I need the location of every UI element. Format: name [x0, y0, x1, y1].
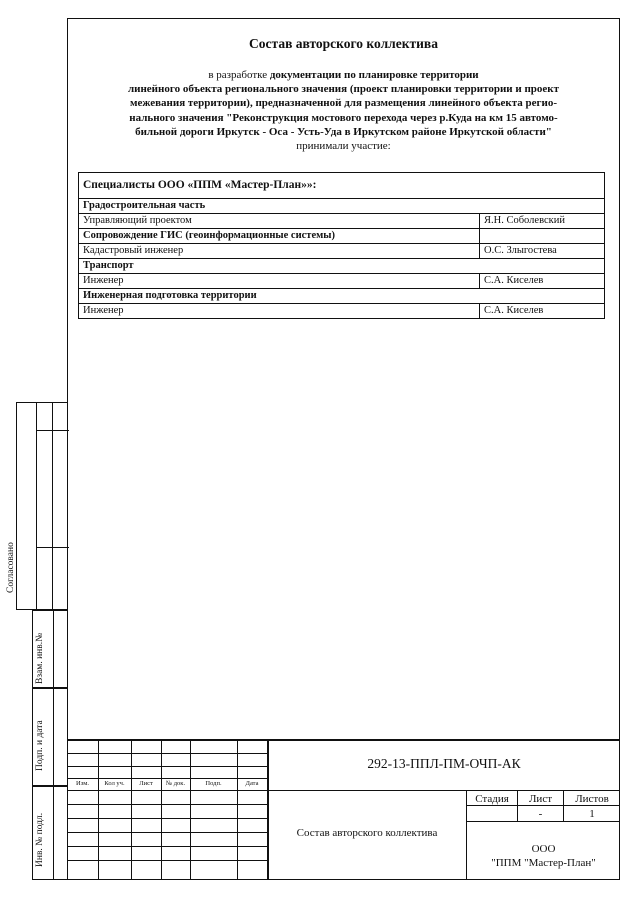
margin-divider — [53, 689, 54, 785]
team-person-row — [79, 304, 605, 319]
margin-divider — [53, 787, 54, 879]
tb-grid-line — [98, 739, 99, 880]
team-role: Кадастровый инженер — [79, 244, 480, 259]
team-role: Инженер — [79, 304, 480, 319]
tb-grid-line — [466, 805, 620, 806]
intro-line-1: документации по планировке территории — [269, 69, 479, 81]
team-name: С.А. Киселев — [480, 274, 605, 289]
margin-label-podp: Подп. и дата — [35, 720, 45, 771]
tb-col-doc: № док. — [165, 780, 186, 787]
margin-stamp-soglasovano — [16, 402, 68, 610]
document-code: 292-13-ППЛ-ПМ-ОЧП-АК — [367, 756, 521, 771]
intro-line-5: бильной дороги Иркутск - Оса - Усть-Уда в Иркутском районе Иркутской области" — [135, 125, 552, 138]
tb-col-data: Дата — [245, 780, 259, 787]
tb-sheets-label: Листов — [575, 793, 609, 805]
tb-grid-line — [466, 821, 620, 822]
team-section-label: Сопровождение ГИС (геоинформационные системы) — [79, 229, 480, 244]
team-section-label: Инженерная подготовка территории — [79, 289, 605, 304]
tb-divider — [67, 790, 620, 791]
margin-label-inv: Инв. № подл. — [35, 812, 45, 867]
tb-sheet-value: - — [538, 808, 543, 820]
tb-border — [67, 739, 620, 741]
margin-label-vzam: Взам. инв.№ — [35, 632, 45, 684]
team-name: О.С. Злыгостева — [480, 244, 605, 259]
tb-grid-line — [237, 739, 238, 880]
tb-sheet-label: Лист — [528, 793, 553, 805]
intro-line-4: нального значения "Реконструкция мостового перехода через р.Куда на км 15 автомо- — [129, 111, 558, 124]
team-table — [78, 172, 605, 319]
intro-line-2: линейного объекта регионального значения (проект планировки территории и проект — [127, 83, 560, 96]
team-section-row — [79, 259, 605, 274]
intro-suffix: принимали участие: — [296, 140, 391, 153]
intro-prefix: в разработке — [208, 69, 270, 81]
margin-divider — [36, 403, 37, 609]
margin-divider — [53, 611, 54, 687]
tb-col-kol: Кол уч. — [104, 780, 125, 787]
team-role: Инженер — [79, 274, 480, 289]
team-person-row — [79, 214, 605, 229]
tb-grid-line — [131, 739, 132, 880]
document-intro — [80, 68, 607, 153]
margin-divider — [52, 403, 53, 609]
org-line-1: ООО — [531, 843, 556, 855]
team-section-row — [79, 289, 605, 304]
tb-sheets-value: 1 — [589, 808, 595, 820]
team-section-row — [79, 229, 605, 244]
margin-label-soglasovano: Согласовано — [6, 542, 16, 593]
margin-divider — [36, 430, 69, 431]
title-block — [67, 739, 620, 880]
tb-stage-label: Стадия — [475, 793, 509, 805]
tb-grid-line — [161, 739, 162, 880]
tb-col-izm: Изм. — [76, 780, 89, 787]
team-person-row — [79, 244, 605, 259]
margin-divider — [36, 547, 69, 548]
document-title: Состав авторского коллектива — [249, 36, 438, 51]
team-table-header-row — [79, 173, 605, 199]
tb-col-list: Лист — [139, 780, 153, 787]
team-empty-cell — [480, 229, 605, 244]
team-person-row — [79, 274, 605, 289]
team-section-label: Градостроительная часть — [79, 199, 605, 214]
tb-col-podp: Подп. — [205, 780, 222, 787]
team-section-row — [79, 199, 605, 214]
intro-line-3: межевания территории), предназначенной для размещения линейного объекта регио- — [129, 97, 557, 110]
team-name: С.А. Киселев — [480, 304, 605, 319]
org-line-2: "ППМ "Мастер-План" — [491, 857, 596, 869]
tb-grid-line — [190, 739, 191, 880]
team-section-label: Транспорт — [79, 259, 605, 274]
team-role: Управляющий проектом — [79, 214, 480, 229]
sheet-title: Состав авторского коллектива — [296, 827, 438, 839]
team-table-header: Специалисты ООО «ППМ «Мастер-План»»: — [79, 173, 605, 199]
team-name: Я.Н. Соболевский — [480, 214, 605, 229]
